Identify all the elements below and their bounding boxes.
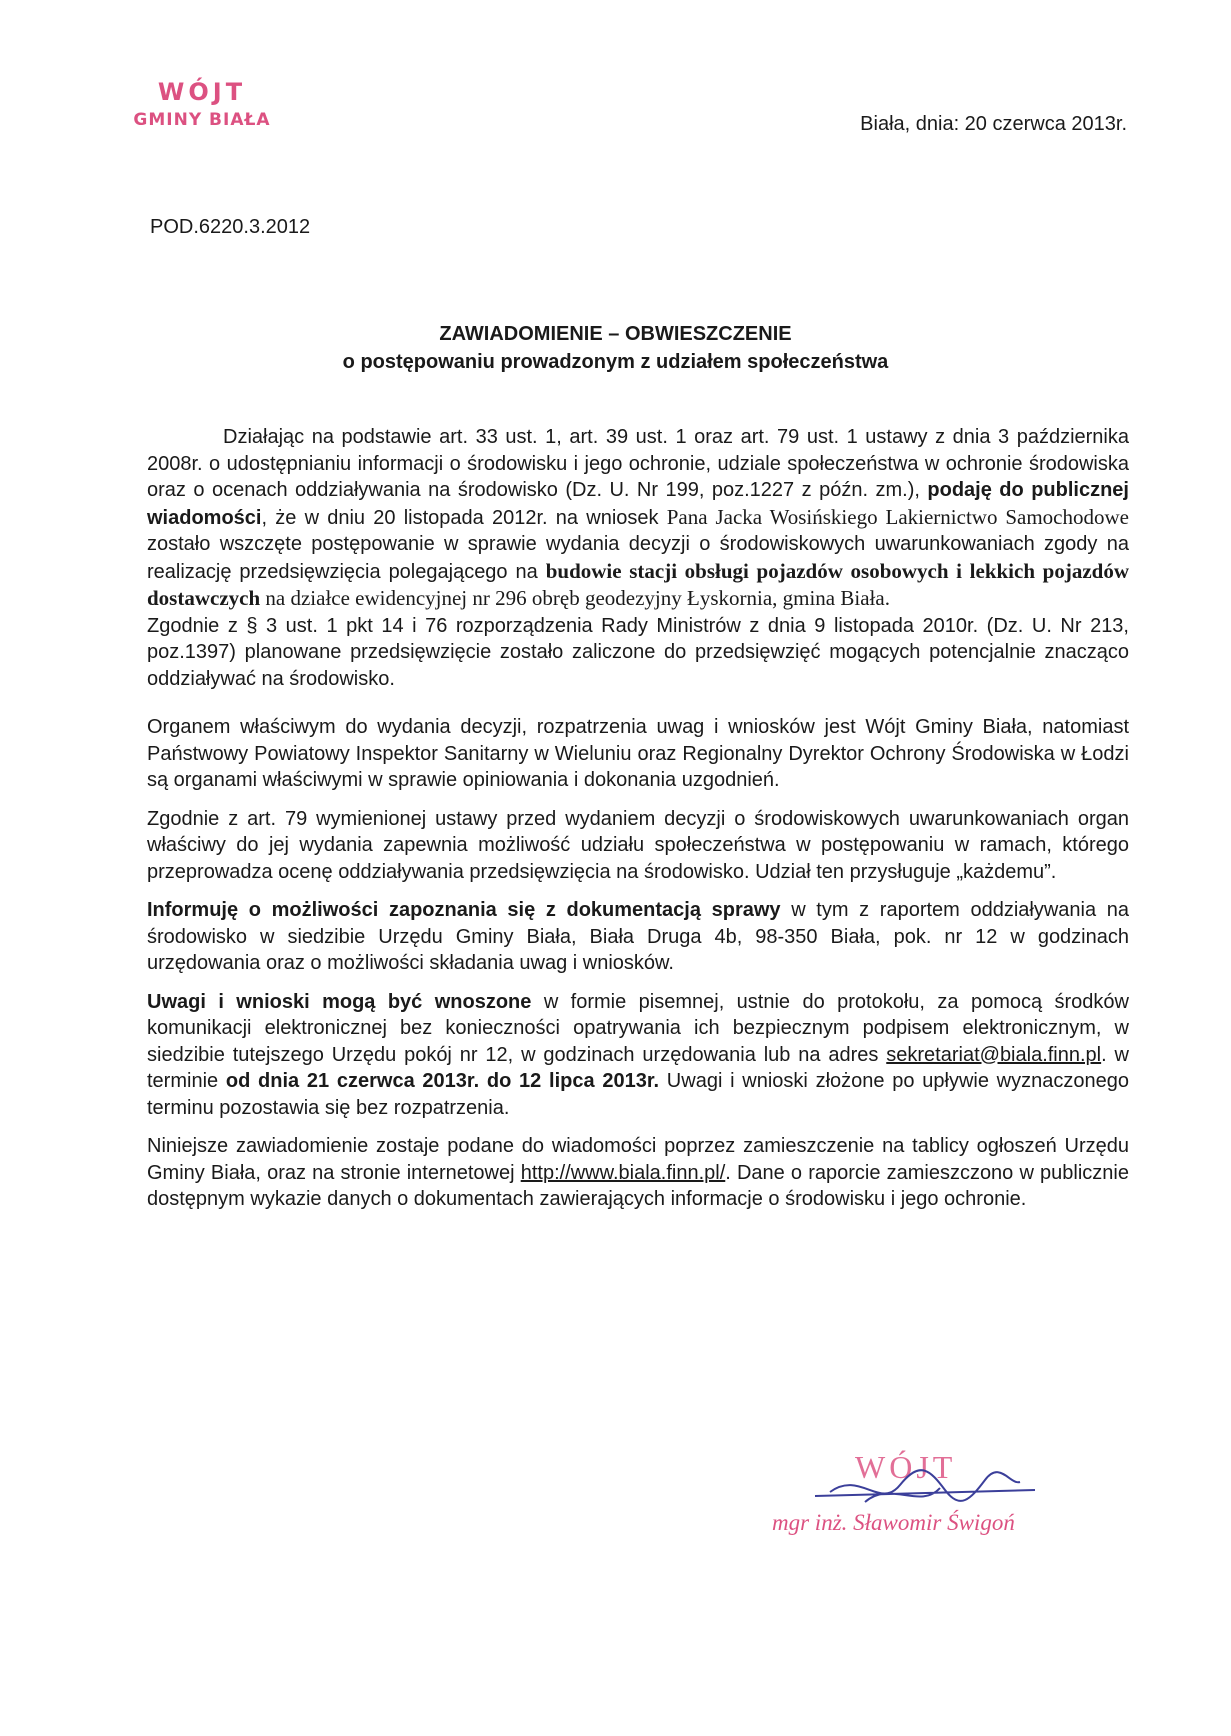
applicant-name: Pana Jacka Wosińskiego Lakiernictwo Samochodowe: [666, 504, 1129, 529]
paragraph-documentation: Informuję o możliwości zapoznania się z dokumentacją sprawy w tym z raportem oddziaływania na środowisko w siedzibie Urzędu Gminy Biała, Biała Druga 4b, 98-350 Biała, pok. nr 12 w godzinach urzędowania oraz o możliwości składania uwag i wniosków.: [147, 899, 1129, 974]
paragraph-publication: Niniejsze zawiadomienie zostaje podane do wiadomości poprzez zamieszczenie na tablicy ogłoszeń Urzędu Gminy Biała, oraz na stronie internetowej http://www.biala.finn.pl/. Dane o raporcie zamieszczono w publicznie dostępnym wykazie danych o dokumentach zawierających informacje o środowisku i jego ochronie.: [147, 1135, 1129, 1210]
signer-name: mgr inż. Sławomir Świgoń: [772, 1510, 1015, 1535]
header-stamp: [112, 78, 292, 130]
paragraph-comments: Uwagi i wnioski mogą być wnoszone w formie pisemnej, ustnie do protokołu, za pomocą środków komunikacji elektronicznej bez konieczności opatrywania ich bezpiecznym podpisem elektronicznym, w siedzibie tutejszego Urzędu pokój nr 12, w godzinach urzędowania lub na adres sekretariat@biala.finn.pl. w terminie od dnia 21 czerwca 2013r. do 12 lipca 2013r. Uwagi i wnioski złożone po upływie wyznaczonego terminu pozostawia się bez rozpatrzenia.: [147, 990, 1129, 1119]
stamp-title: WÓJT: [157, 78, 247, 106]
website-link[interactable]: http://www.biala.finn.pl/: [520, 1161, 726, 1184]
document-body: [147, 424, 1129, 1213]
document-date: Biała, dnia: 20 czerwca 2013r.: [860, 113, 1127, 135]
stamp-subtitle: GMINY BIAŁA: [133, 110, 271, 130]
signature-stamp-text: WÓJT: [855, 1449, 957, 1485]
paragraph-legal-basis: Działając na podstawie art. 33 ust. 1, art. 39 ust. 1 oraz art. 79 ust. 1 ustawy z dnia 3 października 2008r. o udostępnianiu informacji o środowisku i jego ochronie, udziale społeczeństwa w ochronie środowiska oraz o ocenach oddziaływania na środowisko (Dz. U. Nr 199, poz.1227 z późn. zm.), podaję do publicznej wiadomości, że w dniu 20 listopada 2012r. na wniosek Pana Jacka Wosińskiego Lakiernictwo Samochodowe zostało wszczęte postępowanie w sprawie wydania decyzji o środowiskowych uwarunkowaniach zgody na realizację przedsięwzięcia polegającego na budowie stacji obsługi pojazdów osobowych i lekkich pojazdów dostawczych na działce ewidencyjnej nr 296 obręb geodezyjny Łyskornia, gmina Biała.: [147, 426, 1130, 610]
title-line-1: ZAWIADOMIENIE – OBWIESZCZENIE: [439, 323, 792, 345]
paragraph-participation: Zgodnie z art. 79 wymienionej ustawy przed wydaniem decyzji o środowiskowych uwarunkowaniach organ właściwy do jej wydania zapewnia możliwość udziału społeczeństwa w postępowaniu w ramach, którego przeprowadza ocenę oddziaływania przedsięwzięcia na środowisko. Udział ten przysługuje „każdemu”.: [147, 807, 1129, 883]
title-line-2: o postępowaniu prowadzonym z udziałem społeczeństwa: [342, 351, 889, 373]
deadline-dates: od dnia 21 czerwca 2013r. do 12 lipca 2013r.: [225, 1070, 660, 1092]
document-title: [0, 320, 1231, 376]
reference-number: POD.6220.3.2012: [150, 216, 311, 238]
parcel-location: na działce ewidencyjnej nr 296 obręb geodezyjny Łyskornia, gmina Biała.: [260, 586, 890, 610]
project-description: budowie stacji obsługi pojazdów osobowych i lekkich pojazdów dostawczych: [147, 558, 1130, 610]
bold-public-notice: podaję do publicznej wiadomości: [147, 479, 1129, 529]
paragraph-regulation: Zgodnie z § 3 ust. 1 pkt 14 i 76 rozporządzenia Rady Ministrów z dnia 9 listopada 2010r. (Dz. U. Nr 213, poz.1397) planowane przedsięwzięcie zostało zaliczone do przedsięwzięć mogących potencjalnie znacząco oddziaływać na środowisko.: [147, 614, 1129, 690]
email-link[interactable]: sekretariat@biala.finn.pl: [886, 1043, 1102, 1066]
paragraph-authorities: Organem właściwym do wydania decyzji, rozpatrzenia uwag i wniosków jest Wójt Gminy Biała, natomiast Państwowy Powiatowy Inspektor Sanitarny w Wieluniu oraz Regionalny Dyrektor Ochrony Środowiska w Łodzi są organami właściwymi w sprawie opiniowania i dokonania uzgodnień.: [147, 716, 1129, 791]
signature-stamp: [770, 1440, 1070, 1560]
